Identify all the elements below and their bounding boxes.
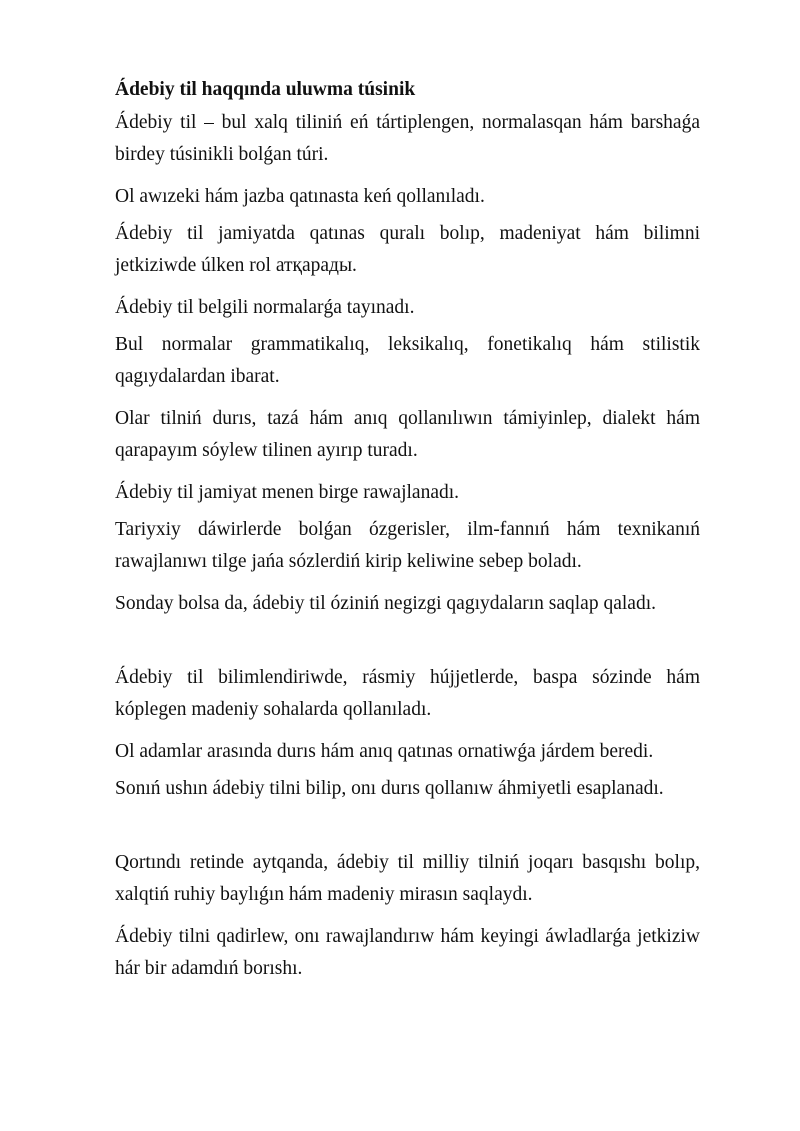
paragraph: Ol adamlar arasında durıs hám anıq qatınas ornatiwǵa járdem beredi.	[115, 741, 654, 762]
paragraph: Olar tilniń durıs, tazá hám anıq qollanılıwın támiyinlep, dialekt hám qarapayım sóylew tilinen ayırıp turadı.	[115, 408, 700, 461]
paragraph: Ádebiy til jamiyat menen birge rawajlanadı.	[115, 482, 460, 503]
paragraph: Sonday bolsa da, ádebiy til óziniń negizgi qagıydaların saqlap qaladı.	[115, 593, 656, 614]
document-title: Ádebiy til haqqında uluwma túsinik	[115, 79, 416, 100]
paragraph: Bul normalar grammatikalıq, leksikalıq, fonetikalıq hám stilistik qagıydalardan ibarat.	[115, 334, 700, 387]
paragraph: Tariyxiy dáwirlerde bolǵan ózgerisler, ilm-fannıń hám texnikanıń rawajlanıwı tilge jańa sózlerdiń kirip keliwine sebep boladı.	[115, 519, 700, 572]
paragraph: Qortındı retinde aytqanda, ádebiy til milliy tilniń joqarı basqıshı bolıp, xalqtiń ruhiy baylıǵın hám madeniy mirasın saqlaydı.	[115, 852, 700, 905]
paragraph: Ol awızeki hám jazba qatınasta keń qollanıladı.	[115, 186, 485, 207]
paragraph: Ádebiy til belgili normalarǵa tayınadı.	[115, 297, 415, 318]
document-page	[115, 74, 700, 995]
paragraph: Sonıń ushın ádebiy tilni bilip, onı durıs qollanıw áhmiyetli esaplanadı.	[115, 778, 664, 799]
paragraph: Ádebiy til jamiyatda qatınas quralı bolıp, madeniyat hám bilimni jetkiziwde úlken rol атқарады.	[115, 223, 700, 276]
paragraph: Ádebiy tilni qadirlew, onı rawajlandırıw hám keyingi áwladlarǵa jetkiziw hár bir adamdıń borıshı.	[115, 926, 700, 979]
paragraph: Ádebiy til – bul xalq tiliniń eń tártiplengen, normalasqan hám barshaǵa birdey túsinikli bolǵan túri.	[115, 112, 700, 165]
paragraph: Ádebiy til bilimlendiriwde, rásmiy hújjetlerde, baspa sózinde hám kóplegen madeniy sohalarda qollanıladı.	[115, 667, 700, 720]
